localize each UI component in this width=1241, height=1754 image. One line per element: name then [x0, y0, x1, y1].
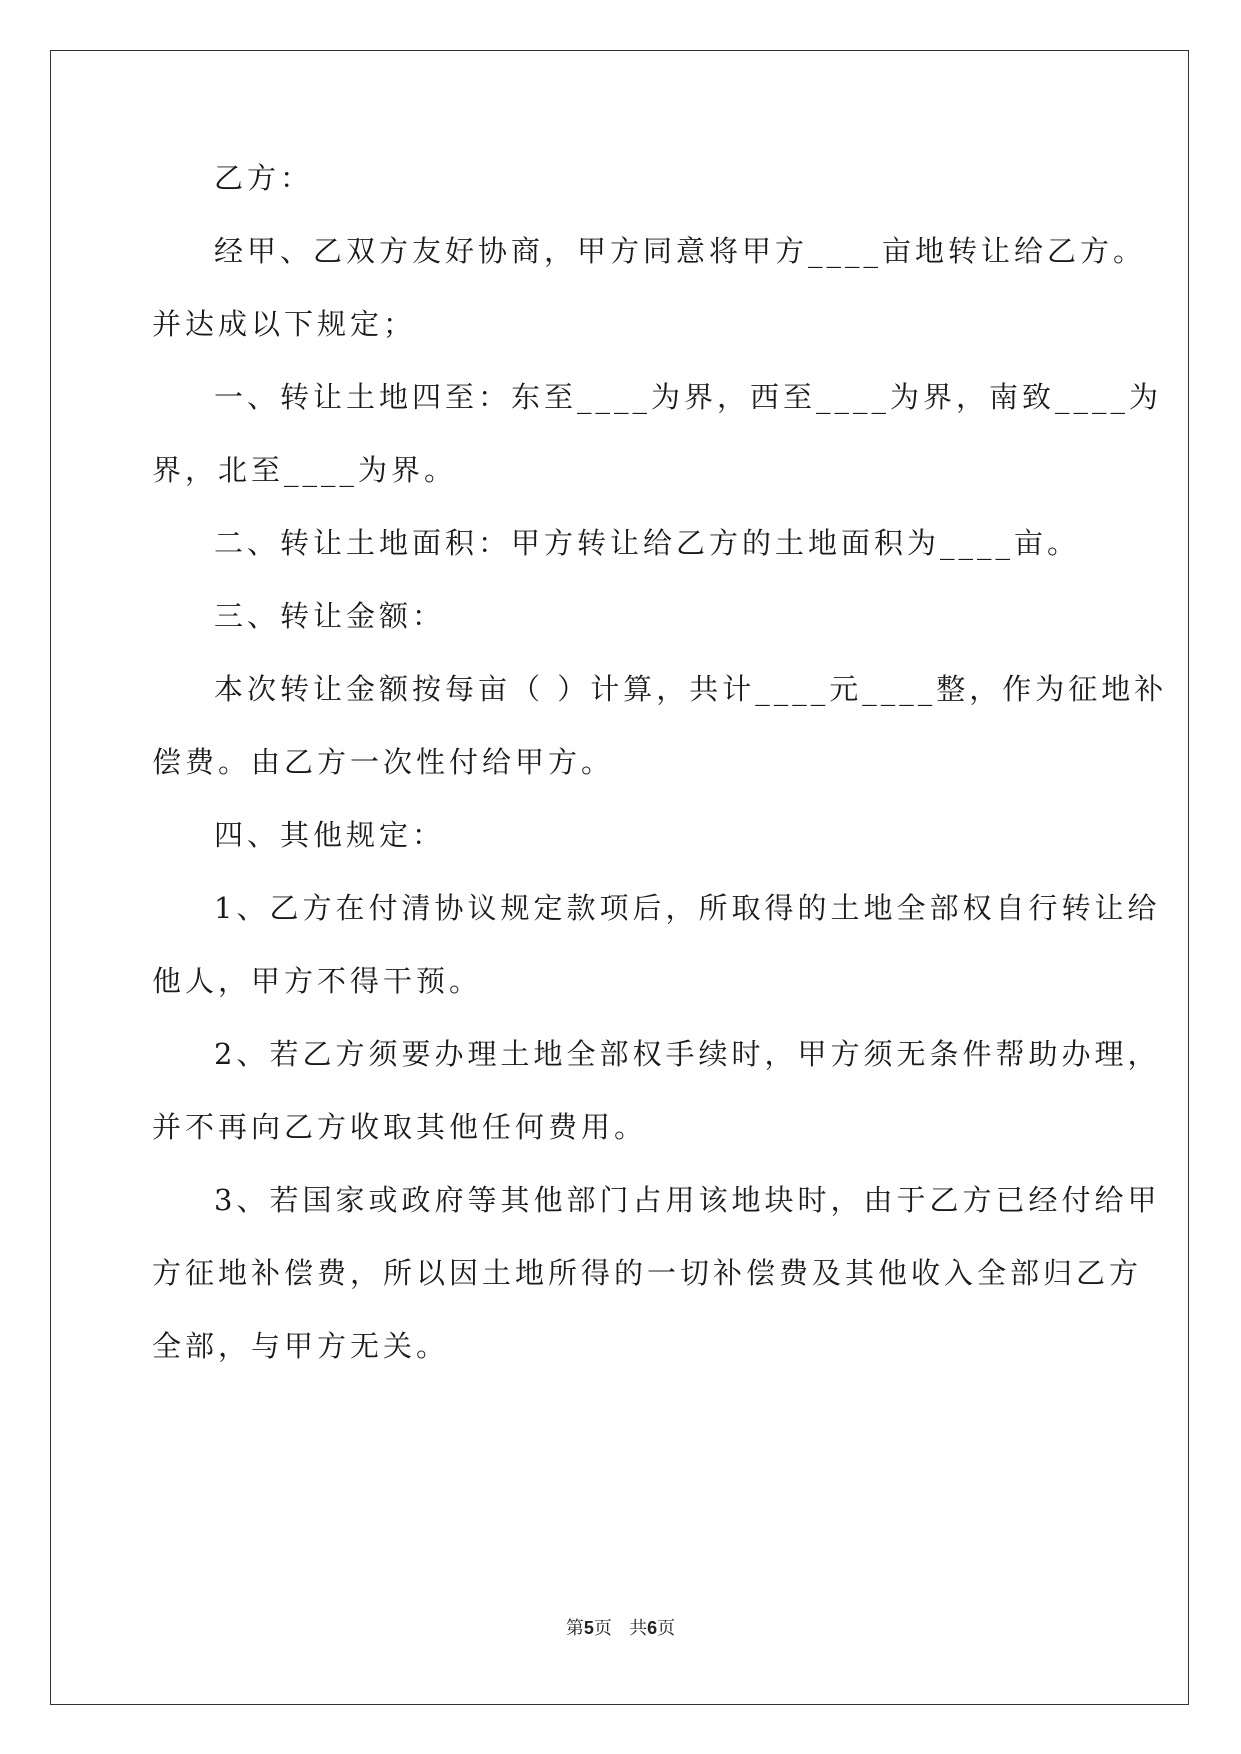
clause-3-line: 本次转让金额按每亩（ ）计算，共计____元____整，作为征地补 [214, 672, 1168, 706]
clause-3-line: 偿费。由乙方一次性付给甲方。 [152, 745, 615, 779]
clause-4-heading: 四、其他规定： [214, 818, 446, 852]
clause-4-item-3: 方征地补偿费，所以因土地所得的一切补偿费及其他收入全部归乙方 [152, 1256, 1143, 1290]
clause-3-heading: 三、转让金额： [214, 599, 446, 633]
clause-4-item-2: 并不再向乙方收取其他任何费用。 [152, 1110, 648, 1144]
total-page-count: 6 [647, 1618, 658, 1638]
page-footer [0, 1614, 1241, 1640]
page-frame [50, 50, 1189, 1705]
footer-page-prefix: 第 [565, 1618, 584, 1639]
paragraph-line: 并达成以下规定； [152, 307, 417, 341]
clause-4-item-1: 他人，甲方不得干预。 [152, 964, 483, 998]
clause-4-item-3: 3、若国家或政府等其他部门占用该地块时，由于乙方已经付给甲 [214, 1183, 1161, 1217]
clause-2-line: 二、转让土地面积：甲方转让给乙方的土地面积为____亩。 [214, 526, 1081, 560]
footer-total-prefix: 共 [629, 1618, 648, 1639]
party-b-label: 乙方： [214, 161, 314, 195]
clause-1-line: 界，北至____为界。 [152, 453, 458, 487]
paragraph-line: 经甲、乙双方友好协商，甲方同意将甲方____亩地转让给乙方。 [214, 234, 1147, 268]
clause-4-item-3: 全部，与甲方无关。 [152, 1329, 450, 1363]
footer-total-suffix: 页 [657, 1618, 676, 1639]
footer-page-suffix: 页 [593, 1618, 612, 1639]
clause-1-line: 一、转让土地四至：东至____为界，西至____为界，南致____为 [214, 380, 1163, 414]
clause-4-item-1: 1、乙方在付清协议规定款项后，所取得的土地全部权自行转让给 [214, 891, 1161, 925]
current-page-number: 5 [583, 1618, 594, 1638]
clause-4-item-2: 2、若乙方须要办理土地全部权手续时，甲方须无条件帮助办理， [214, 1037, 1161, 1071]
